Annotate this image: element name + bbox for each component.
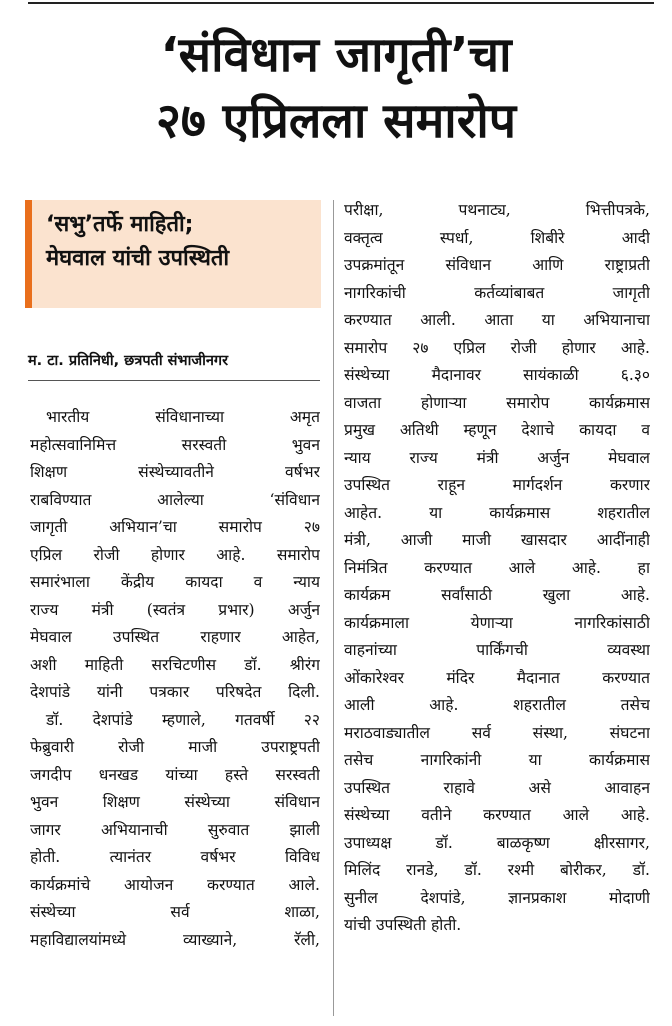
- subheading-line-1: ‘सभु’तर्फे माहिती;: [46, 212, 194, 237]
- top-rule: [28, 2, 654, 4]
- article-line: मेघवाल उपस्थित राहणार आहेत,: [30, 628, 320, 646]
- article-line: मंत्री, आजी माजी खासदार आदींनाही: [344, 531, 650, 549]
- article-line: संस्थेच्या मैदानावर सायंकाळी ६.३०: [344, 366, 650, 384]
- article-line: अशी माहिती सरचिटणीस डॉ. श्रीरंग: [30, 655, 320, 674]
- headline-line-1: ‘संविधान जागृती’चा: [160, 27, 512, 83]
- article-line: कार्यक्रमांचे आयोजन करण्यात आले.: [30, 875, 320, 894]
- article-line: भुवन शिक्षण संस्थेच्या संविधान: [30, 793, 320, 811]
- article-line: सुनील देशपांडे, ज्ञानप्रकाश मोदाणी: [344, 888, 650, 907]
- article-line: समारंभाला केंद्रीय कायदा व न्याय: [30, 573, 320, 591]
- article-line: उपक्रमांतून संविधान आणि राष्ट्राप्रती: [344, 256, 650, 274]
- article-line: जागर अभियानाची सुरुवात झाली: [30, 820, 320, 839]
- article-line: मिलिंद रानडे, डॉ. रश्मी बोरीकर, डॉ.: [344, 861, 650, 879]
- article-line: एप्रिल रोजी होणार आहे. समारोप: [30, 545, 320, 564]
- article-line: कार्यक्रमाला येणाऱ्या नागरिकांसाठी: [344, 613, 650, 632]
- article-line: उपाध्यक्ष डॉ. बाळकृष्ण क्षीरसागर,: [344, 833, 650, 852]
- byline-rule: [28, 380, 320, 381]
- article-line: परीक्षा, पथनाट्य, भित्तीपत्रके,: [344, 201, 650, 219]
- article-line: जगदीप धनखड यांच्या हस्ते सरस्वती: [30, 765, 320, 784]
- article-line: यांची उपस्थिती होती.: [344, 916, 462, 934]
- article-line: राबविण्यात आलेल्या ‘संविधान: [30, 490, 320, 509]
- article-line: न्याय राज्य मंत्री अर्जुन मेघवाल: [344, 448, 650, 467]
- headline-line-2: २७ एप्रिलला समारोप: [155, 93, 517, 149]
- article-line: जागृती अभियान’चा समारोप २७: [30, 518, 320, 536]
- article-column-2: [344, 197, 650, 940]
- column-divider: [333, 200, 334, 1016]
- article-line: आहेत. या कार्यक्रमास शहरातील: [344, 503, 650, 522]
- article-line: तसेच नागरिकांनी या कार्यक्रमास: [344, 751, 650, 769]
- article-line: नागरिकांची कर्तव्यांबाबत जागृती: [344, 283, 650, 302]
- article-line: करण्यात आली. आता या अभियानाचा: [344, 311, 650, 329]
- article-column-1: [30, 404, 320, 954]
- article-line: वाहनांच्या पार्किंगची व्यवस्था: [344, 641, 650, 659]
- article-line: समारोप २७ एप्रिल रोजी होणार आहे.: [344, 338, 650, 357]
- article-line: कार्यक्रम सर्वांसाठी खुला आहे.: [344, 586, 650, 604]
- article-line: फेब्रुवारी रोजी माजी उपराष्ट्रपती: [30, 738, 320, 756]
- article-line: भारतीय संविधानाच्या अमृत: [46, 408, 320, 426]
- article-line: मराठवाड्यातील सर्व संस्था, संघटना: [344, 723, 650, 742]
- article-line: संस्थेच्या वतीने करण्यात आले आहे.: [344, 806, 650, 824]
- article-line: देशपांडे यांनी पत्रकार परिषदेत दिली.: [30, 683, 320, 701]
- article-line: ओंकारेश्वर मंदिर मैदानात करण्यात: [344, 668, 650, 687]
- headline: [0, 22, 672, 154]
- article-line: महाविद्यालयांमध्ये व्याख्याने, रॅली,: [30, 930, 320, 949]
- article-line: डॉ. देशपांडे म्हणाले, गतवर्षी २२: [46, 710, 320, 729]
- article-line: उपस्थित राहावे असे आवाहन: [344, 778, 650, 797]
- article-line: राज्य मंत्री (स्वतंत्र प्रभार) अर्जुन: [30, 600, 320, 619]
- article-line: होती. त्यानंतर वर्षभर विविध: [30, 848, 320, 866]
- article-line: संस्थेच्या सर्व शाळा,: [30, 903, 320, 921]
- byline: म. टा. प्रतिनिधी, छत्रपती संभाजीनगर: [28, 353, 229, 369]
- article-line: आली आहे. शहरातील तसेच: [344, 696, 650, 714]
- article-line: प्रमुख अतिथी म्हणून देशाचे कायदा व: [344, 421, 650, 439]
- article-line: महोत्सवानिमित्त सरस्वती भुवन: [30, 435, 320, 454]
- article-line: निमंत्रित करण्यात आले आहे. हा: [344, 558, 650, 577]
- article-line: शिक्षण संस्थेच्यावतीने वर्षभर: [30, 463, 320, 481]
- subheading-box: [25, 200, 321, 308]
- article-line: वाजता होणाऱ्या समारोप कार्यक्रमास: [344, 393, 650, 412]
- article-line: उपस्थित राहून मार्गदर्शन करणार: [344, 476, 650, 494]
- subheading-line-2: मेघवाल यांची उपस्थिती: [46, 246, 230, 271]
- article-line: वक्तृत्व स्पर्धा, शिबीरे आदी: [344, 228, 650, 247]
